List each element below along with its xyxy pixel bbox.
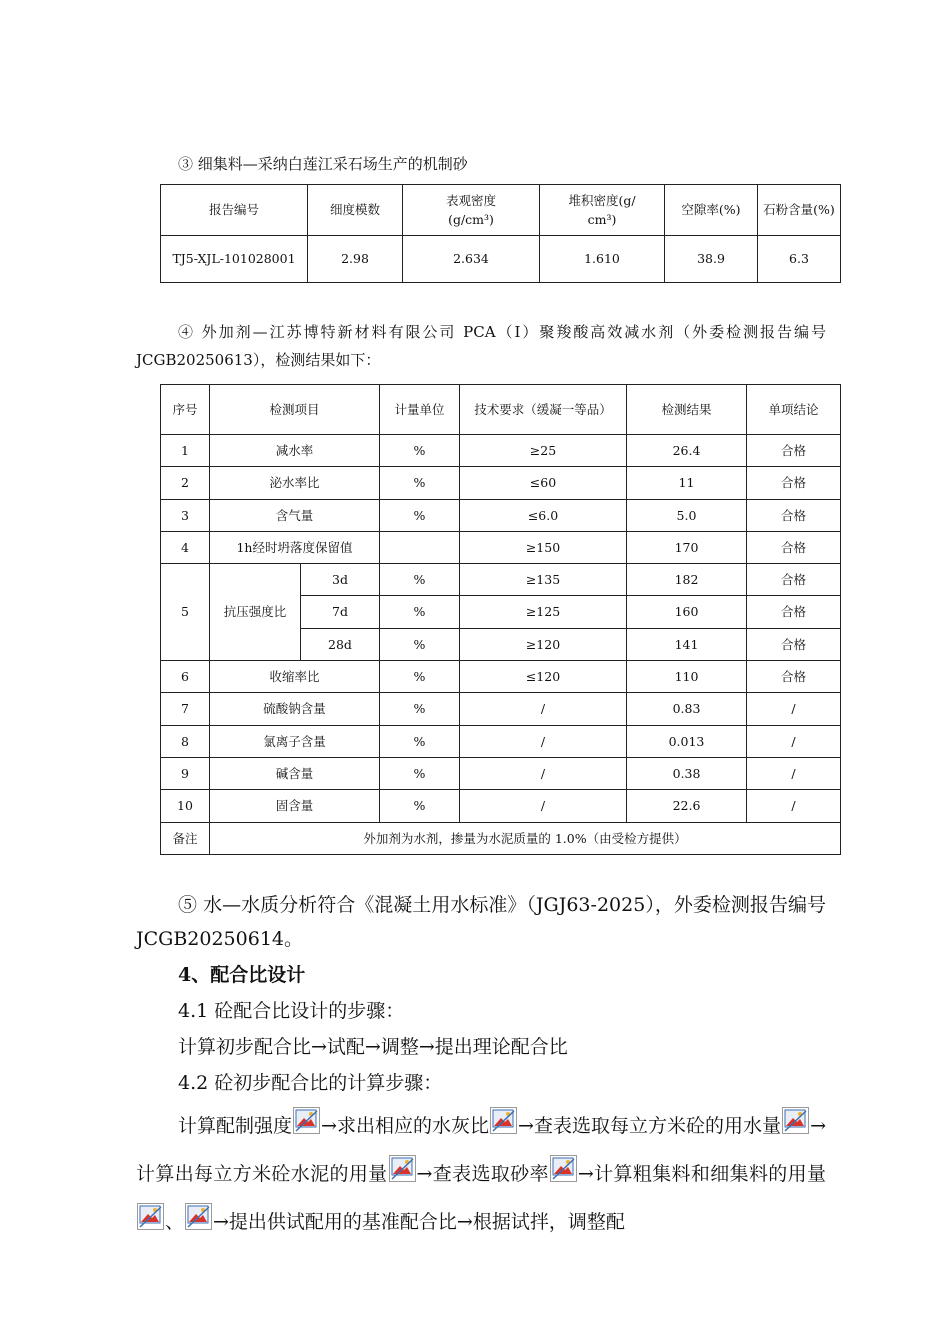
- broken-image-icon: [137, 1203, 164, 1230]
- table-row: [161, 467, 841, 499]
- cell-result: 5.0: [627, 499, 747, 531]
- cell-unit: %: [380, 725, 460, 757]
- calculation-flow-paragraph: [136, 1102, 826, 1246]
- cell-conclusion: 合格: [747, 531, 841, 563]
- table-row: [161, 757, 841, 789]
- flow-text: →计算出每立方米砼水泥的用量: [136, 1115, 826, 1185]
- cell-requirement: ≥135: [460, 564, 627, 596]
- note-row: [161, 822, 841, 855]
- cell-unit: %: [380, 499, 460, 531]
- cell-item: 含气量: [210, 499, 380, 531]
- cell-unit: %: [380, 628, 460, 660]
- header-void-ratio: 空隙率(%): [665, 185, 758, 236]
- section-4-1-steps: 计算初步配合比→试配→调整→提出理论配合比: [178, 1036, 568, 1058]
- header-result: 检测结果: [627, 385, 747, 435]
- cell-no: 1: [161, 435, 210, 467]
- cell-result: 182: [627, 564, 747, 596]
- section3-heading: ③ 细集料—采纳白莲江采石场生产的机制砂: [178, 155, 468, 173]
- cell-result: 11: [627, 467, 747, 499]
- cell-result: 0.013: [627, 725, 747, 757]
- cell-no: 4: [161, 531, 210, 563]
- cell-requirement: /: [460, 725, 627, 757]
- mix-design-title: 4、配合比设计: [178, 964, 306, 986]
- table-header-row: [161, 385, 841, 435]
- admixture-table: [160, 384, 841, 855]
- cell-unit: %: [380, 757, 460, 789]
- header-report-no: 报告编号: [161, 185, 308, 236]
- cell-conclusion: /: [747, 693, 841, 725]
- flow-text: →求出相应的水灰比: [321, 1115, 490, 1137]
- flow-text: 、: [165, 1211, 185, 1233]
- cell-result: 141: [627, 628, 747, 660]
- table-row: [161, 693, 841, 725]
- fine-aggregate-table: [160, 184, 841, 283]
- cell-conclusion: 合格: [747, 596, 841, 628]
- cell-conclusion: 合格: [747, 435, 841, 467]
- cell-item: 泌水率比: [210, 467, 380, 499]
- cell-conclusion: 合格: [747, 564, 841, 596]
- header-apparent-density: 表观密度 (g/cm³): [403, 185, 540, 236]
- cell-item: 减水率: [210, 435, 380, 467]
- cell-result: 0.38: [627, 757, 747, 789]
- cell-unit: %: [380, 661, 460, 693]
- cell-no: 5: [161, 564, 210, 661]
- cell-requirement: ≥120: [460, 628, 627, 660]
- header-stone-powder: 石粉含量(%): [758, 185, 841, 236]
- cell-age: 7d: [301, 596, 380, 628]
- cell-stone-powder: 6.3: [758, 236, 841, 283]
- table-row: [161, 725, 841, 757]
- cell-no: 6: [161, 661, 210, 693]
- cell-conclusion: 合格: [747, 499, 841, 531]
- cell-result: 0.83: [627, 693, 747, 725]
- flow-text: 计算配制强度: [178, 1115, 293, 1137]
- table-row: [161, 564, 841, 596]
- table-row: [161, 531, 841, 563]
- header-no: 序号: [161, 385, 210, 435]
- cell-no: 8: [161, 725, 210, 757]
- cell-conclusion: /: [747, 725, 841, 757]
- cell-no: 9: [161, 757, 210, 789]
- section4-paragraph: ④ 外加剂—江苏博特新材料有限公司 PCA（Ⅰ）聚羧酸高效减水剂（外委检测报告编号 JCGB20250613），检测结果如下：: [136, 323, 826, 369]
- cell-bulk-density: 1.610: [540, 236, 665, 283]
- cell-no: 10: [161, 790, 210, 822]
- cell-requirement: ≤60: [460, 467, 627, 499]
- section-4-2-title: 4.2 砼初步配合比的计算步骤：: [178, 1072, 443, 1094]
- cell-item: 硫酸钠含量: [210, 693, 380, 725]
- cell-void-ratio: 38.9: [665, 236, 758, 283]
- header-bulk-density: 堆积密度(g/ cm³): [540, 185, 665, 236]
- flow-text: →计算粗集料和细集料的用量: [577, 1163, 826, 1185]
- broken-image-icon: [490, 1107, 517, 1134]
- cell-unit: [380, 531, 460, 563]
- note-label: 备注: [161, 822, 210, 855]
- cell-conclusion: 合格: [747, 661, 841, 693]
- broken-image-icon: [389, 1155, 416, 1182]
- cell-requirement: ≥25: [460, 435, 627, 467]
- cell-conclusion: 合格: [747, 628, 841, 660]
- cell-requirement: /: [460, 790, 627, 822]
- flow-text: →查表选取每立方米砼的用水量: [518, 1115, 782, 1137]
- cell-unit: %: [380, 564, 460, 596]
- cell-requirement: ≥150: [460, 531, 627, 563]
- header-conclusion: 单项结论: [747, 385, 841, 435]
- table-row: [161, 661, 841, 693]
- cell-requirement: /: [460, 693, 627, 725]
- cell-result: 160: [627, 596, 747, 628]
- note-text: 外加剂为水剂，掺量为水泥质量的 1.0%（由受检方提供）: [210, 822, 841, 855]
- flow-text: →提出供试配用的基准配合比→根据试拌，调整配: [213, 1211, 625, 1233]
- flow-text: →查表选取砂率: [416, 1163, 549, 1185]
- cell-unit: %: [380, 596, 460, 628]
- cell-requirement: ≤120: [460, 661, 627, 693]
- cell-item: 1h经时坍落度保留值: [210, 531, 380, 563]
- cell-unit: %: [380, 693, 460, 725]
- cell-result: 110: [627, 661, 747, 693]
- cell-item: 抗压强度比: [210, 564, 301, 661]
- cell-result: 170: [627, 531, 747, 563]
- cell-unit: %: [380, 435, 460, 467]
- table-row: [161, 790, 841, 822]
- cell-result: 26.4: [627, 435, 747, 467]
- broken-image-icon: [550, 1155, 577, 1182]
- table-row: [161, 499, 841, 531]
- header-unit: 计量单位: [380, 385, 460, 435]
- cell-result: 22.6: [627, 790, 747, 822]
- cell-age: 3d: [301, 564, 380, 596]
- section5-paragraph: ⑤ 水—水质分析符合《混凝土用水标准》（JGJ63-2025），外委检测报告编号 JCGB20250614。: [136, 894, 826, 950]
- header-requirement: 技术要求（缓凝一等品）: [460, 385, 627, 435]
- cell-age: 28d: [301, 628, 380, 660]
- table-header-row: [161, 185, 841, 236]
- cell-no: 3: [161, 499, 210, 531]
- cell-no: 2: [161, 467, 210, 499]
- broken-image-icon: [782, 1107, 809, 1134]
- cell-item: 收缩率比: [210, 661, 380, 693]
- broken-image-icon: [293, 1107, 320, 1134]
- section-4-1-title: 4.1 砼配合比设计的步骤：: [178, 1000, 405, 1022]
- broken-image-icon: [185, 1203, 212, 1230]
- table-row: [161, 236, 841, 283]
- cell-no: 7: [161, 693, 210, 725]
- table-row: [161, 435, 841, 467]
- cell-apparent-density: 2.634: [403, 236, 540, 283]
- cell-requirement: ≥125: [460, 596, 627, 628]
- header-item: 检测项目: [210, 385, 380, 435]
- cell-unit: %: [380, 467, 460, 499]
- cell-unit: %: [380, 790, 460, 822]
- cell-conclusion: 合格: [747, 467, 841, 499]
- cell-report-no: TJ5-XJL-101028001: [161, 236, 308, 283]
- cell-requirement: ≤6.0: [460, 499, 627, 531]
- cell-item: 碱含量: [210, 757, 380, 789]
- header-fineness: 细度模数: [308, 185, 403, 236]
- cell-requirement: /: [460, 757, 627, 789]
- cell-item: 氯离子含量: [210, 725, 380, 757]
- cell-conclusion: /: [747, 757, 841, 789]
- cell-conclusion: /: [747, 790, 841, 822]
- cell-item: 固含量: [210, 790, 380, 822]
- cell-fineness: 2.98: [308, 236, 403, 283]
